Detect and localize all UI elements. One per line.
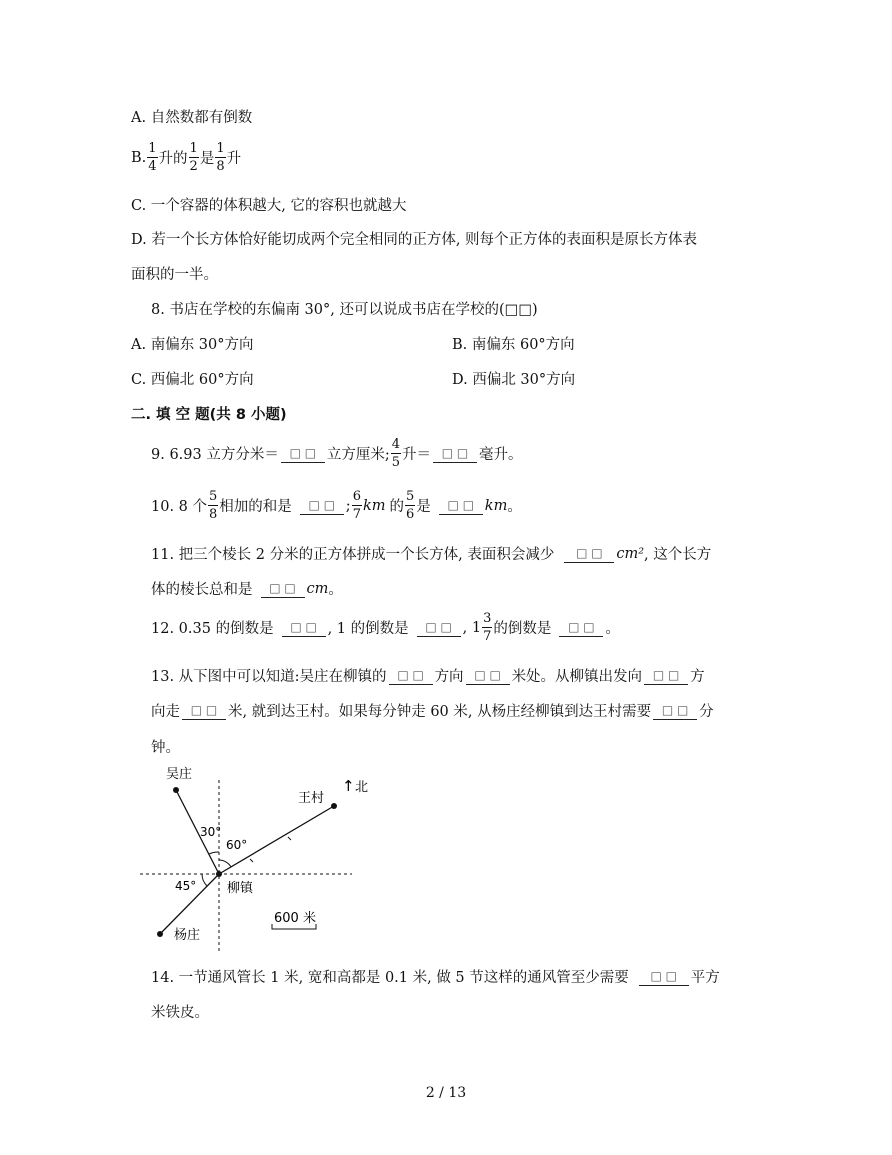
frac-den: 4: [148, 159, 157, 174]
text: 分: [699, 704, 714, 720]
answer-blank[interactable]: □ □: [559, 618, 603, 637]
q8-option-c: C. 西偏北 60°方向: [131, 372, 254, 388]
point-wuzhuang: [173, 787, 179, 793]
text: 米处。从柳镇出发向: [511, 669, 643, 685]
frac-den: 5: [391, 455, 401, 470]
q8-stem: 8. 书店在学校的东偏南 30°, 还可以说成书店在学校的(□□): [151, 302, 538, 318]
answer-blank[interactable]: □ □: [439, 496, 483, 515]
q14-line1: [151, 966, 720, 987]
answer-blank[interactable]: □ □: [417, 618, 461, 637]
fraction: [391, 438, 401, 469]
frac-num: 5: [406, 489, 415, 504]
q13-line3: 钟。: [151, 740, 180, 756]
fraction: [352, 490, 362, 521]
q8-option-d: D. 西偏北 30°方向: [452, 372, 576, 388]
answer-blank[interactable]: □ □: [433, 444, 477, 463]
scale-label: 600 米: [274, 911, 316, 926]
text: 体的棱长总和是: [151, 582, 253, 598]
q7-option-b-prefix: B.: [131, 149, 147, 166]
frac-num: 1: [216, 141, 225, 156]
text: 毫升。: [479, 447, 523, 463]
frac-den: 8: [216, 159, 225, 174]
point-yangzhuang: [157, 931, 163, 937]
frac-den: 7: [352, 507, 361, 522]
text: 立方厘米;: [326, 447, 390, 463]
frac-den: 8: [209, 507, 218, 522]
frac-num: 1: [189, 141, 198, 156]
text: 向走: [151, 704, 180, 720]
answer-blank[interactable]: □ □: [653, 701, 697, 720]
q7-option-b: [131, 142, 241, 173]
direction-map: [140, 762, 380, 962]
q14-line2: 米铁皮。: [151, 1005, 209, 1021]
label-north: 北: [355, 780, 369, 795]
text: 11. 把三个棱长 2 分米的正方体拼成一个长方体, 表面积会减少: [151, 547, 555, 563]
point-wangcun: [331, 803, 337, 809]
label-wuzhuang: 吴庄: [166, 767, 193, 782]
fraction: [405, 490, 415, 521]
text: 升＝: [402, 447, 432, 463]
text: 升: [226, 151, 242, 167]
tick-mark: [250, 859, 253, 862]
text: 相加的和是: [219, 499, 292, 515]
answer-blank[interactable]: □ □: [564, 544, 614, 563]
answer-blank[interactable]: □ □: [282, 618, 326, 637]
answer-blank[interactable]: □ □: [261, 579, 305, 598]
label-liuzhen: 柳镇: [227, 881, 254, 896]
text: ;: [345, 497, 351, 514]
text: , 这个长方: [644, 547, 712, 563]
text: 。: [507, 499, 522, 515]
section-title: 二. 填 空 题(共 8 小题): [131, 407, 287, 423]
label-angle-45: 45°: [175, 879, 197, 893]
q7-option-a: A. 自然数都有倒数: [131, 110, 253, 126]
angle-arc-60: [219, 860, 231, 867]
q13-line2: [151, 700, 714, 721]
fraction: [189, 142, 199, 173]
answer-blank[interactable]: □ □: [466, 666, 510, 685]
answer-blank[interactable]: □ □: [182, 701, 226, 720]
text: 14. 一节通风管长 1 米, 宽和高都是 0.1 米, 做 5 节这样的通风管至少需要: [151, 970, 629, 986]
q8-option-a: A. 南偏东 30°方向: [131, 337, 254, 353]
frac-den: 7: [483, 629, 492, 644]
frac-num: 4: [391, 437, 401, 452]
text: 是: [416, 499, 431, 515]
fraction: [147, 142, 157, 173]
page-number: 2 / 13: [425, 1085, 467, 1101]
answer-blank[interactable]: □ □: [389, 666, 433, 685]
frac-num: 5: [209, 489, 218, 504]
answer-blank[interactable]: □ □: [644, 666, 688, 685]
q7-option-d-line2: 面积的一半。: [131, 267, 218, 283]
text: 升的: [158, 151, 188, 167]
q8-option-b: B. 南偏东 60°方向: [452, 337, 575, 353]
unit: cm²: [616, 545, 645, 562]
frac-num: 6: [352, 489, 361, 504]
angle-arc-30: [209, 852, 219, 854]
text: 方向: [434, 669, 464, 685]
label-wangcun: 王村: [298, 791, 325, 806]
q7-option-d-line1: D. 若一个长方体恰好能切成两个完全相同的正方体, 则每个正方体的表面积是原长方体表: [131, 232, 698, 248]
text: 是: [199, 151, 215, 167]
unit: km: [484, 497, 508, 514]
text: 9. 6.93 立方分米＝: [151, 447, 279, 463]
text: , 1 的倒数是: [327, 621, 409, 637]
text: 13. 从下图中可以知道:吴庄在柳镇的: [151, 669, 387, 685]
text: 10. 8 个: [151, 499, 208, 515]
label-yangzhuang: 杨庄: [174, 928, 201, 943]
unit: km: [362, 497, 386, 514]
fraction: [208, 490, 218, 521]
text: 方: [690, 669, 705, 685]
q10: [151, 490, 522, 521]
text: 米, 就到达王村。如果每分钟走 60 米, 从杨庄经柳镇到达王村需要: [228, 704, 652, 720]
point-liuzhen: [216, 871, 222, 877]
answer-blank[interactable]: □ □: [639, 967, 689, 986]
frac-num: 3: [483, 611, 492, 626]
text: 12. 0.35 的倒数是: [151, 621, 274, 637]
text: 。: [605, 621, 620, 637]
q9: [151, 438, 523, 469]
q13-line1: [151, 665, 705, 686]
angle-arc-45: [202, 874, 207, 886]
q12: [151, 612, 620, 643]
text: 。: [328, 582, 343, 598]
answer-blank[interactable]: □ □: [300, 496, 344, 515]
fraction: [482, 612, 492, 643]
text: , 1: [462, 619, 482, 636]
q11-line1: [151, 543, 711, 564]
label-angle-60: 60°: [226, 838, 248, 852]
q7-option-c: C. 一个容器的体积越大, 它的容积也就越大: [131, 198, 407, 214]
answer-blank[interactable]: □ □: [281, 444, 325, 463]
text: 平方: [690, 970, 720, 986]
frac-den: 6: [406, 507, 415, 522]
frac-den: 2: [189, 159, 198, 174]
q11-line2: [151, 578, 343, 599]
north-arrow-icon: ↑: [342, 777, 355, 795]
unit: cm: [306, 580, 329, 597]
tick-mark: [288, 837, 291, 840]
text: 的: [389, 499, 405, 515]
text: 的倒数是: [493, 621, 552, 637]
frac-num: 1: [148, 141, 157, 156]
label-angle-30: 30°: [200, 825, 222, 839]
fraction: [215, 142, 225, 173]
